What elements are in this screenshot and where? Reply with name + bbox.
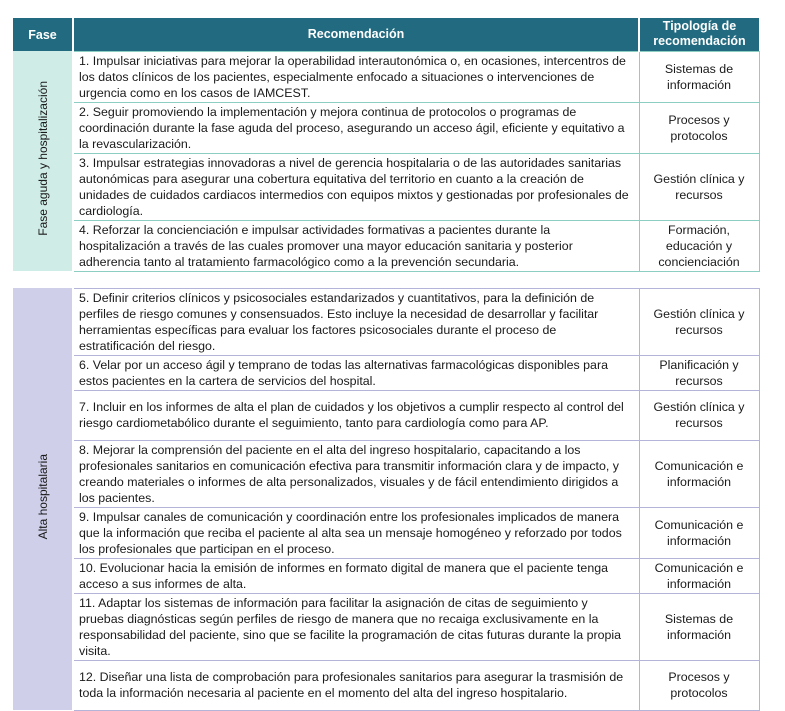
- fase-cell-aguda: [13, 51, 73, 271]
- recommendation-text: 3. Impulsar estrategias innovadoras a nivel de gerencia hospitalaria o de las autoridades sanitarias autonómicas para asegurar una cobertura equitativa del territorio en cuanto a la creación de unidades de cuidados cardiacos intermedios con equipos mixtos y gestionadas por profesionales de cardiología.: [73, 153, 639, 220]
- recommendations-table: [13, 18, 760, 711]
- table-row: [13, 507, 759, 558]
- table-row: [13, 153, 759, 220]
- header-row: [13, 18, 759, 51]
- fase-label: Fase aguda y hospitalización: [35, 81, 50, 236]
- typology-cell: Gestión clínica y recursos: [639, 390, 759, 440]
- typology-cell: Formación, educación y concienciación: [639, 220, 759, 271]
- header-tipologia-line2: recomendación: [653, 34, 746, 49]
- recommendation-text: 7. Incluir en los informes de alta el plan de cuidados y los objetivos a cumplir respecto al control del riesgo cardiometabólico durante el seguimiento, tanto para cardiología como para AP.: [73, 390, 639, 440]
- table-row: [13, 355, 759, 390]
- table-row: [13, 390, 759, 440]
- table-row: [13, 440, 759, 507]
- typology-cell: Planificación y recursos: [639, 355, 759, 390]
- typology-cell: Sistemas de información: [639, 593, 759, 660]
- typology-cell: Procesos y protocolos: [639, 660, 759, 710]
- typology-cell: Sistemas de información: [639, 51, 759, 102]
- table-row: [13, 102, 759, 153]
- recommendation-text: 11. Adaptar los sistemas de información para facilitar la asignación de citas de seguimiento y pruebas diagnósticas según perfiles de riesgo de manera que no recaiga exclusivamente en la responsabilidad del paciente, sino que se facilite la programación de citas futuras durante la propia visita.: [73, 593, 639, 660]
- recommendation-text: 1. Impulsar iniciativas para mejorar la operabilidad interautonómica o, en ocasiones, intercentros de los datos clínicos de los pacientes, especialmente enfocado a situaciones o intervenciones de urgencia como en los casos de IAMCEST.: [73, 51, 639, 102]
- table-row: [13, 660, 759, 710]
- table-row: [13, 558, 759, 593]
- typology-cell: Comunicación e información: [639, 440, 759, 507]
- recommendation-text: 9. Impulsar canales de comunicación y coordinación entre los profesionales implicados de manera que la información que reciba el paciente al alta sea un mensaje homogéneo y reforzado por todos los profesionales que participan en el proceso.: [73, 507, 639, 558]
- typology-cell: Procesos y protocolos: [639, 102, 759, 153]
- recommendation-text: 5. Definir criterios clínicos y psicosociales estandarizados y cuantitativos, para la definición de perfiles de riesgo comunes y consensuados. Esto incluye la necesidad de desarrollar y facilitar herramientas específicas para evaluar los factores psicosociales durante el proceso de estratificación del riesgo.: [73, 288, 639, 355]
- typology-cell: Gestión clínica y recursos: [639, 288, 759, 355]
- typology-cell: Comunicación e información: [639, 507, 759, 558]
- header-recomendacion: Recomendación: [73, 18, 639, 51]
- recommendation-text: 12. Diseñar una lista de comprobación para profesionales sanitarios para asegurar la trasmisión de toda la información necesaria al paciente en el momento del alta del ingreso hospitalario.: [73, 660, 639, 710]
- header-fase: Fase: [13, 18, 73, 51]
- recommendation-text: 8. Mejorar la comprensión del paciente en el alta del ingreso hospitalario, capacitando a los profesionales sanitarios en comunicación efectiva para transmitir información clara y de impacto, y creando materiales o informes de alta personalizados, visuales y de fácil entendimiento dirigidos a los pacientes.: [73, 440, 639, 507]
- table-row: [13, 51, 759, 102]
- recommendation-text: 2. Seguir promoviendo la implementación y mejora continua de protocolos o programas de coordinación durante la fase aguda del proceso, asegurando un acceso ágil, eficiente y equitativo a la revascularización.: [73, 102, 639, 153]
- table-row: [13, 288, 759, 355]
- header-tipologia: [639, 18, 759, 51]
- table-row: [13, 220, 759, 271]
- fase-label: Alta hospitalaria: [35, 453, 50, 540]
- typology-cell: Gestión clínica y recursos: [639, 153, 759, 220]
- recommendation-text: 6. Velar por un acceso ágil y temprano de todas las alternativas farmacológicas disponibles para estos pacientes en la cartera de servicios del hospital.: [73, 355, 639, 390]
- recommendation-text: 10. Evolucionar hacia la emisión de informes en formato digital de manera que el paciente tenga acceso a sus informes de alta.: [73, 558, 639, 593]
- fase-cell-alta: [13, 288, 73, 710]
- recommendation-text: 4. Reforzar la concienciación e impulsar actividades formativas a pacientes durante la hospitalización a través de las cuales promover una mayor educación sanitaria y posterior adherencia tanto al tratamiento farmacológico como a la prevención secundaria.: [73, 220, 639, 271]
- table-row: [13, 593, 759, 660]
- group-spacer: [13, 271, 759, 288]
- typology-cell: Comunicación e información: [639, 558, 759, 593]
- header-tipologia-line1: Tipología de: [662, 19, 737, 34]
